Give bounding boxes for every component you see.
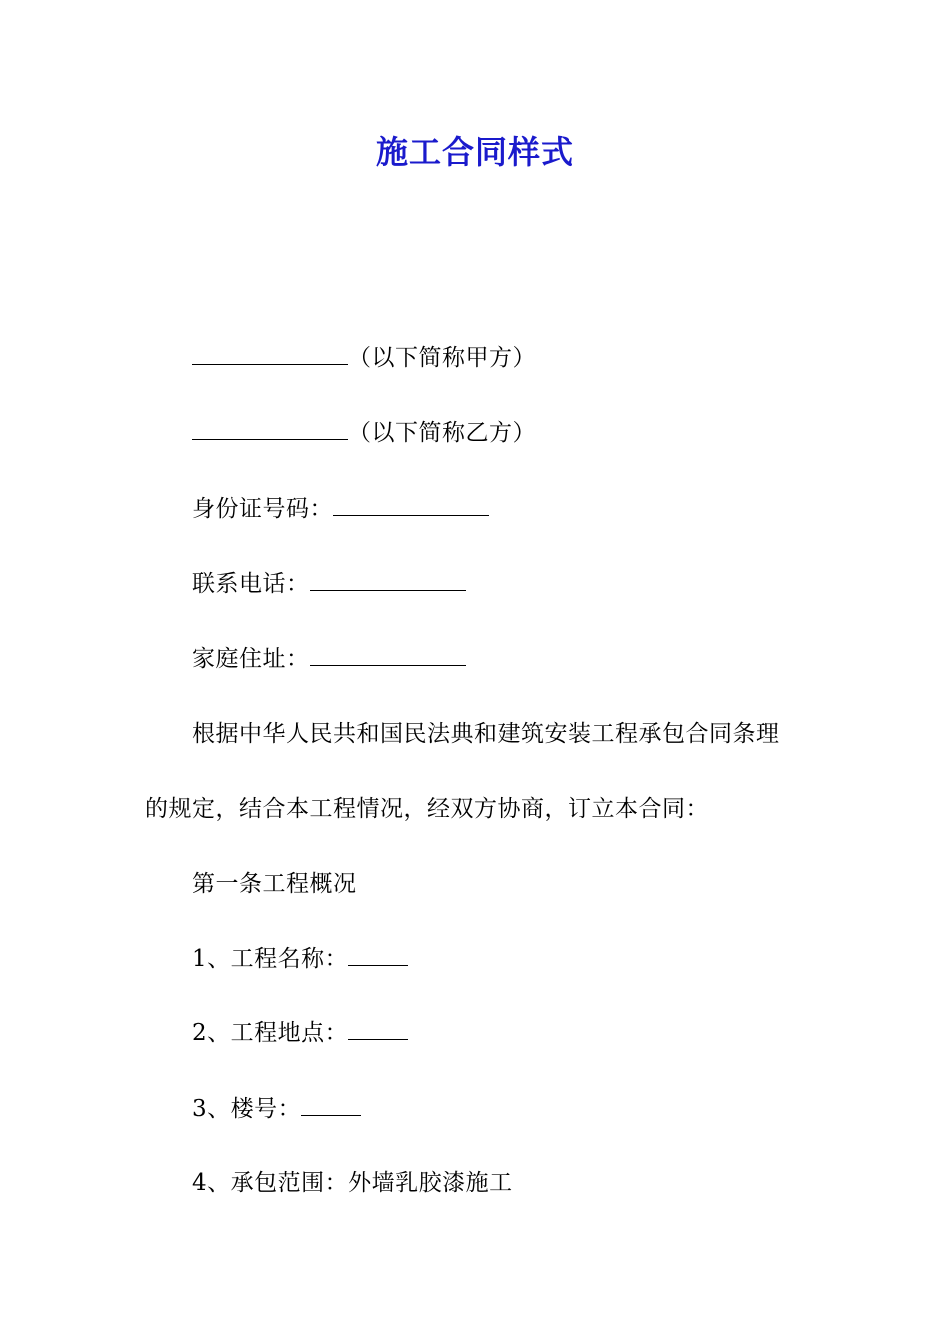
item-1-blank	[348, 939, 408, 966]
party-a-blank	[192, 338, 348, 365]
article-1-heading: 第一条工程概况	[192, 871, 357, 897]
id-number-label: 身份证号码：	[192, 496, 333, 522]
item-2-label: 2、工程地点：	[192, 1020, 349, 1046]
phone-label: 联系电话：	[192, 571, 310, 597]
item-1-line	[192, 939, 408, 979]
basis-paragraph-line1: 根据中华人民共和国民法典和建筑安装工程承包合同条理	[192, 721, 780, 747]
item-1-label: 1、工程名称：	[192, 946, 349, 972]
phone-blank	[310, 564, 466, 591]
address-line	[192, 639, 466, 679]
id-number-blank	[333, 489, 489, 516]
party-a-line	[192, 338, 536, 378]
item-3-blank	[301, 1089, 361, 1116]
item-3-label: 3、楼号：	[192, 1096, 302, 1122]
item-2-line	[192, 1013, 408, 1053]
id-number-line	[192, 489, 489, 529]
basis-paragraph-line2: 的规定，结合本工程情况，经双方协商，订立本合同：	[145, 796, 709, 822]
phone-line	[192, 564, 466, 604]
item-3-line	[192, 1089, 361, 1129]
item-4-line: 4、承包范围：外墙乳胶漆施工	[192, 1170, 513, 1196]
document-title: 施工合同样式	[375, 133, 574, 171]
item-2-blank	[348, 1013, 408, 1040]
party-b-line	[192, 413, 536, 453]
party-b-label: （以下简称乙方）	[348, 420, 536, 446]
party-a-label: （以下简称甲方）	[348, 345, 536, 371]
party-b-blank	[192, 413, 348, 440]
address-label: 家庭住址：	[192, 646, 310, 672]
address-blank	[310, 639, 466, 666]
